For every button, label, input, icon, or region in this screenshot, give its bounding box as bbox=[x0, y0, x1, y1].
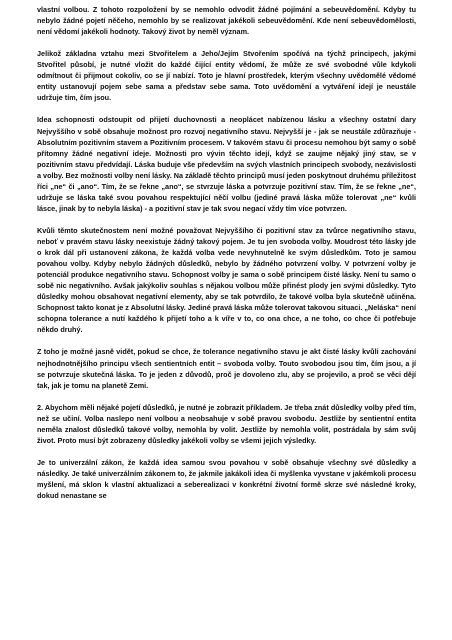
paragraph-7: Je to univerzální zákon, že každá idea samou svou povahou v sobě obsahuje všechny své důsledky a následky. Je také univerzálním zákonem to, že jakmile jakákoli idea či myšlenka vyvstane v jakémkoli procesu myšlení, má sklon k vlastní aktualizaci a seberealizaci v konkrétní životní formě skrze své následné kroky, dokud nenastane se bbox=[37, 457, 416, 501]
paragraph-6: 2. Abychom měli nějaké pojetí důsledků, je nutné je zobrazit příkladem. Je třeba znát důsledky volby před tím, než se učiní. Volba naslepo není volbou a neobsahuje v sobě pravou svobodu. Jestliže by sentientní entita neměla znalost důsledků takové volby, nemohla by volit. Jestliže by nemohla volit, postrádala by sám svůj život. Proto musí být zobrazeny důsledky jakékoli volby se všemi jejich výsledky. bbox=[37, 402, 416, 445]
paragraph-4: Kvůli těmto skutečnostem není možné považovat Nejvyššího či pozitivní stav za tvůrce negativního stavu, neboť v pravém stavu lásky neexistuje žádný takový pojem. Je tu jen svoboda volby. Moudrost této lásky jde o krok dál při ustanovení zákona, že každá volba vede nevyhnutelně ke svým důsledkům. Toto je samou povahou volby. Kdyby nebylo žádných důsledků, nebylo by žádného potvrzení volby. V potvrzení volby je potenciál produkce negativního stavu. Schopnost volby je sama o sobě principem čisté lásky. Není tu samo o sobě nic negativního. Avšak jakýkoliv souhlas s nějakou volbou může přinést plody jen svými důsledky. Tyto důsledky mohou obsahovat negativní elementy, aby se tak potvrdilo, že takové volba byla skutečně učiněna. Schopnost takto konat je z Absolutní lásky. Jediné pravá láska může tolerovat takovou situaci. „Neláska“ není schopna tolerance a nutí každého k přijetí toho a k víře v to, co ona chce, a ne toho, co chce či potřebuje někdo druhý. bbox=[37, 225, 416, 335]
paragraph-1: vlastní volbou. Z tohoto rozpoložení by se nemohlo odvodit žádné pojímání a sebeuvědomění. Kdyby tu nebylo žádné pojetí něčeho, nemohlo by se realizovat jakékoli sebeuvědomění. Kde není sebeuvědomělosti, není vědomí jakékoli hodnoty. Takový život by neměl význam. bbox=[37, 5, 416, 37]
paragraph-2: Jelikož základna vztahu mezi Stvořitelem a Jeho/Jejím Stvořením spočívá na týchž principech, jakými Stvořitel působí, je nutné vložit do každé čijící entity vědomí, že může ze své svobodné vůle kdykoli odmítnout či přijmout cokoliv, co se jí nabízí. Toto je hlavní prostředek, kterým všechny uvědomělé vědomé entity ustanovují pojem sebe sama a představ sebe sama. Toto uvědomění a vytváření idejí je neustále udržuje tím, čím jsou. bbox=[37, 49, 416, 103]
paragraph-5: Z toho je možné jasně vidět, pokud se chce, že tolerance negativního stavu je akt čisté lásky kvůli zachování nejhodnotnějšího principu všech sentientních entit – svoboda volby. Touto svobodou jsou tím, čím jsou, a jí se potvrzuje skutečná láska. To je jeden z důvodů, proč je dovoleno zlu, aby se projevilo, a proč se věci dějí tak, jak je tomu na planetě Zemi. bbox=[37, 347, 416, 390]
paragraph-3: Idea schopnosti odstoupit od přijetí duchovnosti a neoplácet nabízenou lásku a všechny ostatní dary Nejvyššího v sobě obsahuje možnost pro rozvoj negativního stavu. Nejvyšší je - jak se neustále zdůrazňuje - Absolutním pozitivním stavem a Pozitivním procesem. V takovém stavu či procesu nemohou být samy o sobě přítomny žádné negativní ideje. Možnosti pro vývin těchto idejí, když se zaujme nějaký jiný stav, se v pozitivním stavu předvídají. Láska buduje vše především na svých vlastních principech svobody, nezávislosti a volby. Bez možnosti volby není lásky. Na základě těchto principů musí jeden poskytnout druhému příležitost říci „ne“ či „ano“. Tím, že se řekne „ano“, se stvrzuje láska a potvrzuje pozitivní stav. Tím, že se řekne „ne“, udržuje se láska také svou povahou respektující něčí volbu (jediné pravá láska může tolerovat „ne“ kvůli lásce, jinak by to nebyla láska) - a pozitivní stav je tak svou negací vždy tím více potvrzen. bbox=[37, 115, 416, 213]
